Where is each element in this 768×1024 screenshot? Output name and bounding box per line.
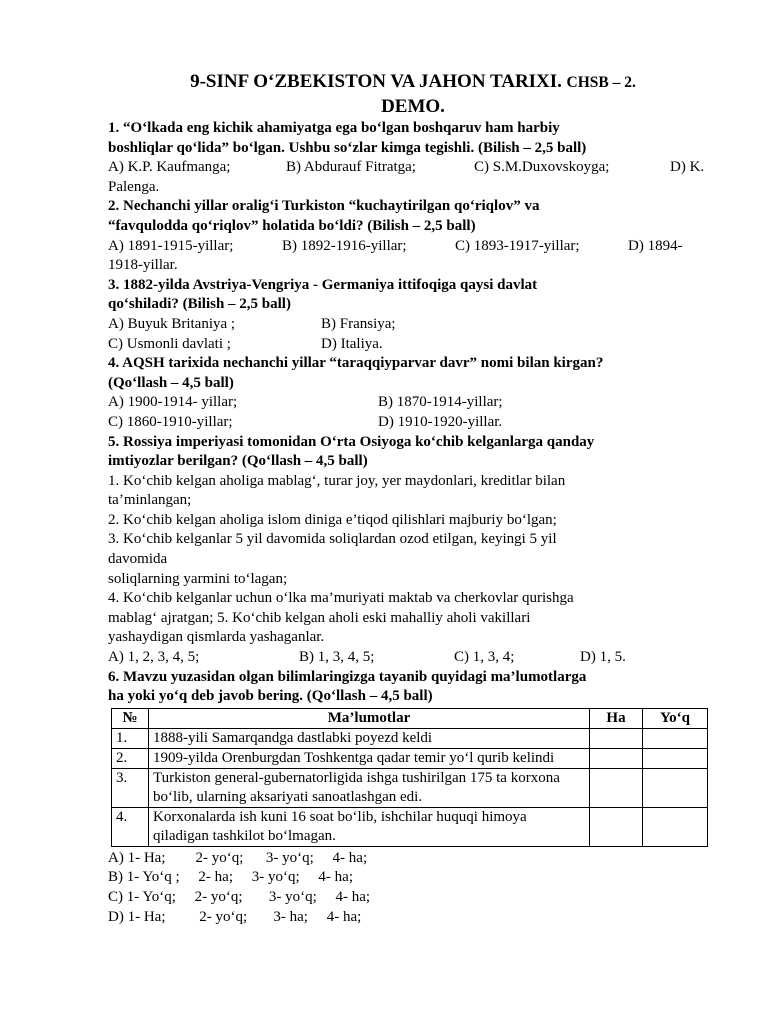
title-demo: DEMO. xyxy=(381,96,445,117)
question-5-text-line1: 5. Rossiya imperiyasi tomonidan O‘rta Osiyoga ko‘chib kelganlarga qanday xyxy=(108,433,595,450)
statement-4-line1: 4. Ko‘chib kelganlar uchun o‘lka ma’muriyati maktab va cherkovlar qurishga xyxy=(108,590,574,607)
question-5 xyxy=(108,433,718,668)
worksheet-page xyxy=(108,70,718,927)
row-fact: Turkiston general-gubernatorligida ishga tushirilgan 175 ta korxona bo‘lib, ularning aksariyati sanoatlashgan edi. xyxy=(149,768,590,807)
question-1-text-line1: 1. “O‘lkada eng kichik ahamiyatga ega bo‘lgan boshqaruv ham harbiy xyxy=(108,120,560,136)
title-code: CHSB – 2. xyxy=(566,74,636,91)
answer-option-d[interactable]: D) 1- Ha; 2- yo‘q; 3- ha; 4- ha; xyxy=(108,908,362,925)
table-row xyxy=(112,748,708,768)
question-3-options-row2 xyxy=(108,335,718,355)
title-main: 9-SINF O‘ZBEKISTON VA JAHON TARIXI. xyxy=(190,71,562,92)
option-a[interactable]: A) 1900-1914- yillar; xyxy=(108,394,238,411)
option-a[interactable]: A) Buyuk Britaniya ; xyxy=(108,315,236,332)
option-d[interactable]: D) 1910-1920-yillar. xyxy=(378,413,503,430)
option-c[interactable]: C) Usmonli davlati ; xyxy=(108,335,231,352)
row-fact: 1888-yili Samarqandga dastlabki poyezd keldi xyxy=(149,728,590,748)
option-d[interactable]: D) 1, 5. xyxy=(580,649,626,666)
option-d-continued: Palenga. xyxy=(108,178,160,195)
option-c[interactable]: C) 1893-1917-yillar; xyxy=(455,237,580,254)
no-answer-cell[interactable] xyxy=(643,748,708,768)
no-answer-cell[interactable] xyxy=(643,728,708,748)
yes-answer-cell[interactable] xyxy=(590,728,643,748)
row-fact: 1909-yilda Orenburgdan Toshkentga qadar temir yo‘l qurib kelindi xyxy=(149,748,590,768)
question-3-text-line1: 3. 1882-yilda Avstriya-Vengriya - Germaniya ittifoqiga qaysi davlat xyxy=(108,276,538,293)
statement-2: 2. Ko‘chib kelgan aholiga islom diniga e’tiqod qilishlari majburiy bo‘lgan; xyxy=(108,511,557,528)
question-3-text-line2: qo‘shiladi? (Bilish – 2,5 ball) xyxy=(108,296,291,313)
question-4-options-row1 xyxy=(108,393,718,413)
question-6-text-line2: ha yoki yo‘q deb javob bering. (Qo‘llash – 4,5 ball) xyxy=(108,688,433,705)
statement-3-line3: soliqlarning yarmini to‘lagan; xyxy=(108,570,288,587)
question-5-text-line2: imtiyozlar berilgan? (Qo‘llash – 4,5 ball) xyxy=(108,453,368,470)
yes-answer-cell[interactable] xyxy=(590,807,643,846)
question-3-options-row1 xyxy=(108,315,718,335)
yes-answer-cell[interactable] xyxy=(590,768,643,807)
option-b[interactable]: B) Abdurauf Fitratga; xyxy=(286,159,416,176)
statement-1-line1: 1. Ko‘chib kelgan aholiga mablag‘, turar joy, yer maydonlari, kreditlar bilan xyxy=(108,472,566,489)
option-b[interactable]: B) Fransiya; xyxy=(321,315,396,332)
question-4-text-line1: 4. AQSH tarixida nechanchi yillar “taraqqiyparvar davr” nomi bilan kirgan? xyxy=(108,355,604,372)
row-fact: Korxonalarda ish kuni 16 soat bo‘lib, ishchilar huquqi himoya qiladigan tashkilot bo‘lmagan. xyxy=(149,807,590,846)
question-3 xyxy=(108,276,718,354)
table-row xyxy=(112,768,708,807)
option-a[interactable]: A) 1, 2, 3, 4, 5; xyxy=(108,649,200,666)
answer-option-b[interactable]: B) 1- Yo‘q ; 2- ha; 3- yo‘q; 4- ha; xyxy=(108,869,353,886)
question-4-text-line2: (Qo‘llash – 4,5 ball) xyxy=(108,374,234,391)
question-5-options xyxy=(108,648,718,668)
option-b[interactable]: B) 1892-1916-yillar; xyxy=(282,237,407,254)
question-2-text-line2: “favqulodda qo‘riqlov” holatida bo‘ldi? (Bilish – 2,5 ball) xyxy=(108,217,476,234)
row-number: 4. xyxy=(112,807,149,846)
option-b[interactable]: B) 1870-1914-yillar; xyxy=(378,394,503,411)
option-c[interactable]: C) 1, 3, 4; xyxy=(454,649,515,666)
table-header-row xyxy=(112,708,708,728)
column-header-yes: Ha xyxy=(590,708,643,728)
page-title xyxy=(108,70,718,119)
row-number: 3. xyxy=(112,768,149,807)
statement-5: yashaydigan qismlarda yashaganlar. xyxy=(108,629,325,646)
no-answer-cell[interactable] xyxy=(643,768,708,807)
question-2 xyxy=(108,197,718,275)
no-answer-cell[interactable] xyxy=(643,807,708,846)
answer-option-c[interactable]: C) 1- Yo‘q; 2- yo‘q; 3- yo‘q; 4- ha; xyxy=(108,889,371,905)
option-d[interactable]: D) Italiya. xyxy=(321,335,383,352)
table-row xyxy=(112,807,708,846)
question-6-text-line1: 6. Mavzu yuzasidan olgan bilimlaringizga tayanib quyidagi ma’lumotlarga xyxy=(108,668,587,685)
statement-1-line2: ta’minlangan; xyxy=(108,492,192,509)
question-4 xyxy=(108,354,718,432)
statement-3-line1: 3. Ko‘chib kelganlar 5 yil davomida soliqlardan ozod etilgan, keyingi 5 yil xyxy=(108,531,557,548)
statement-4-line2: mablag‘ ajratgan; 5. Ko‘chib kelgan aholi eski mahalliy aholi vakillari xyxy=(108,609,531,626)
question-6 xyxy=(108,668,718,928)
option-c[interactable]: C) S.M.Duxovskoyga; xyxy=(474,159,610,176)
row-number: 1. xyxy=(112,728,149,748)
question-2-text-line1: 2. Nechanchi yillar oralig‘i Turkiston “kuchaytirilgan qo‘riqlov” va xyxy=(108,198,540,215)
question-2-options xyxy=(108,237,718,257)
option-c[interactable]: C) 1860-1910-yillar; xyxy=(108,413,233,430)
column-header-no: Yo‘q xyxy=(643,708,708,728)
table-row xyxy=(112,728,708,748)
facts-table xyxy=(111,708,708,847)
option-b[interactable]: B) 1, 3, 4, 5; xyxy=(299,649,375,666)
statement-3-line2: davomida xyxy=(108,551,168,568)
option-a[interactable]: A) K.P. Kaufmanga; xyxy=(108,159,231,176)
yes-answer-cell[interactable] xyxy=(590,748,643,768)
question-4-options-row2 xyxy=(108,413,718,433)
option-d[interactable]: D) K. xyxy=(670,159,705,176)
column-header-number: № xyxy=(112,708,149,728)
option-d-continued: 1918-yillar. xyxy=(108,257,178,274)
row-number: 2. xyxy=(112,748,149,768)
question-1-text-line2: boshliqlar qo‘lida” bo‘lgan. Ushbu so‘zlar kimga tegishli. (Bilish – 2,5 ball) xyxy=(108,139,587,156)
option-a[interactable]: A) 1891-1915-yillar; xyxy=(108,237,234,254)
answer-option-a[interactable]: A) 1- Ha; 2- yo‘q; 3- yo‘q; 4- ha; xyxy=(108,849,368,866)
question-1 xyxy=(108,119,718,197)
column-header-info: Ma’lumotlar xyxy=(149,708,590,728)
question-1-options xyxy=(108,158,718,178)
option-d[interactable]: D) 1894- xyxy=(628,237,683,254)
